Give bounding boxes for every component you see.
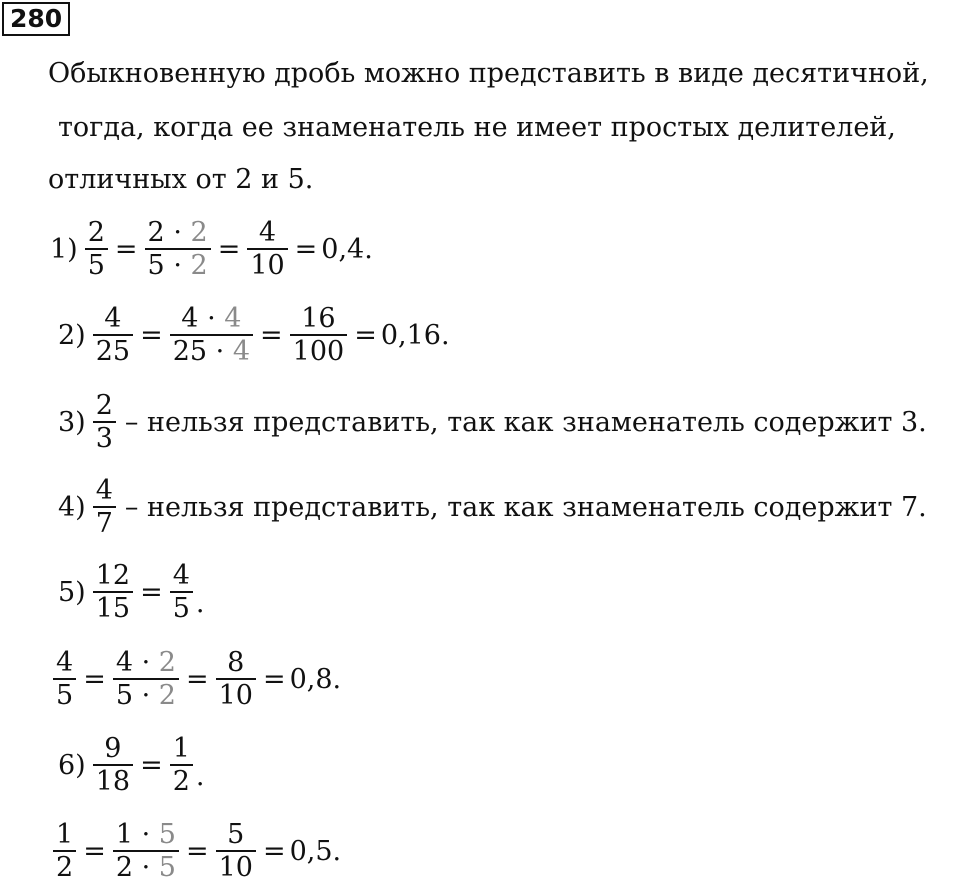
denominator: [113, 850, 179, 883]
denominator: 5: [53, 678, 76, 711]
numerator: 4: [95, 475, 113, 506]
numerator: 4: [56, 647, 74, 678]
multiply-dot: ·: [215, 336, 225, 367]
item-label: 3): [58, 406, 86, 438]
equals-sign: =: [354, 319, 377, 351]
fraction: [216, 819, 256, 883]
denominator: 10: [247, 248, 287, 281]
numerator: 4: [172, 560, 190, 591]
numerator-base: 1: [115, 819, 133, 850]
numerator: 16: [301, 303, 336, 334]
equals-sign: =: [140, 319, 163, 351]
denominator: 10: [216, 850, 256, 883]
numerator-base: 4: [181, 303, 199, 334]
numerator: 12: [95, 560, 131, 591]
fraction: [93, 390, 116, 454]
fraction-expanded: [145, 217, 211, 281]
solution-row-6b: [50, 816, 341, 886]
denominator: 7: [93, 506, 116, 539]
fraction: [93, 560, 133, 624]
denominator: 5: [170, 591, 193, 624]
item-label: 6): [58, 749, 86, 781]
denominator: 100: [290, 334, 348, 367]
numerator: 8: [227, 647, 245, 678]
numerator: [178, 303, 244, 334]
solution-row-4: [58, 472, 927, 542]
intro-line-3: отличных от 2 и 5.: [48, 164, 314, 195]
solution-row-5b: [50, 644, 341, 714]
equals-sign: =: [83, 663, 106, 695]
explanation-text: – нельзя представить, так как знаменатель содержит 3.: [124, 406, 927, 438]
decimal-result: 0,16.: [380, 319, 450, 351]
fraction: [170, 733, 193, 797]
fraction-expanded: [113, 819, 179, 883]
equals-sign: =: [262, 663, 286, 695]
numerator-base: 4: [115, 647, 133, 678]
numerator: 4: [258, 217, 277, 248]
fraction: [216, 647, 256, 711]
denominator: 18: [93, 764, 133, 797]
solution-row-3: [58, 387, 927, 457]
numerator: 9: [104, 733, 122, 764]
item-label: 1): [50, 233, 78, 265]
denominator: 2: [170, 764, 193, 797]
equals-sign: =: [262, 835, 286, 867]
numerator: [113, 647, 179, 678]
decimal-result: 0,8.: [289, 663, 342, 695]
item-label: 4): [58, 491, 86, 523]
multiplier: 2: [190, 217, 208, 248]
equals-sign: =: [83, 835, 106, 867]
equals-sign: =: [217, 233, 241, 265]
denominator: 25: [93, 334, 133, 367]
multiplier: 4: [224, 303, 242, 334]
denominator: 2: [53, 850, 76, 883]
intro-line-1: Обыкновенную дробь можно представить в виде десятичной,: [48, 58, 929, 89]
numerator-base: 2: [147, 217, 165, 248]
equals-sign: =: [185, 835, 209, 867]
item-label: 5): [58, 576, 86, 608]
period: .: [195, 588, 205, 619]
solution-row-6: [58, 730, 204, 800]
multiplier: 4: [232, 336, 251, 367]
denominator: [113, 678, 179, 711]
period: .: [195, 761, 205, 792]
denominator: 15: [93, 591, 133, 624]
numerator: 5: [227, 819, 245, 850]
fraction: [53, 819, 76, 883]
decimal-result: 0,4.: [321, 233, 373, 265]
intro-line-2: тогда, когда ее знаменатель не имеет простых делителей,: [58, 112, 896, 143]
denominator-base: 25: [172, 336, 208, 367]
multiplier: 2: [190, 250, 208, 281]
denominator: 10: [216, 678, 256, 711]
numerator: 1: [172, 733, 190, 764]
fraction: [247, 217, 287, 281]
equals-sign: =: [140, 749, 163, 781]
multiply-dot: ·: [141, 680, 151, 711]
numerator: 1: [56, 819, 74, 850]
fraction: [93, 733, 133, 797]
multiply-dot: ·: [207, 303, 216, 334]
equals-sign: =: [185, 663, 209, 695]
numerator: 2: [87, 217, 105, 248]
multiply-dot: ·: [141, 647, 151, 678]
numerator: [113, 819, 179, 850]
decimal-result: 0,5.: [289, 835, 342, 867]
denominator-base: 5: [115, 680, 133, 711]
multiplier: 2: [158, 680, 176, 711]
multiplier: 5: [158, 819, 176, 850]
equals-sign: =: [294, 233, 318, 265]
denominator: [170, 334, 253, 367]
equals-sign: =: [114, 233, 138, 265]
denominator: 5: [85, 248, 108, 281]
denominator: [145, 248, 211, 281]
numerator: 4: [104, 303, 122, 334]
fraction: [53, 647, 76, 711]
multiply-dot: ·: [141, 819, 151, 850]
multiplier: 2: [158, 647, 176, 678]
solution-row-1: [50, 214, 373, 284]
solution-row-5: [58, 557, 204, 627]
multiply-dot: ·: [173, 250, 182, 281]
fraction: [93, 303, 133, 367]
explanation-text: – нельзя представить, так как знаменатель содержит 7.: [124, 491, 927, 523]
numerator: [145, 217, 211, 248]
denominator-base: 2: [115, 852, 133, 883]
solution-row-2: [58, 300, 450, 370]
numerator: 2: [95, 390, 113, 421]
denominator-base: 5: [147, 250, 165, 281]
equals-sign: =: [140, 576, 163, 608]
multiplier: 5: [158, 852, 176, 883]
task-number: 280: [2, 2, 70, 36]
fraction-expanded: [113, 647, 179, 711]
fraction-expanded: [170, 303, 253, 367]
fraction: [93, 475, 116, 539]
multiply-dot: ·: [173, 217, 182, 248]
multiply-dot: ·: [141, 852, 151, 883]
item-label: 2): [58, 319, 86, 351]
denominator: 3: [93, 421, 116, 454]
fraction: [290, 303, 348, 367]
equals-sign: =: [260, 319, 283, 351]
fraction: [85, 217, 108, 281]
fraction: [170, 560, 193, 624]
